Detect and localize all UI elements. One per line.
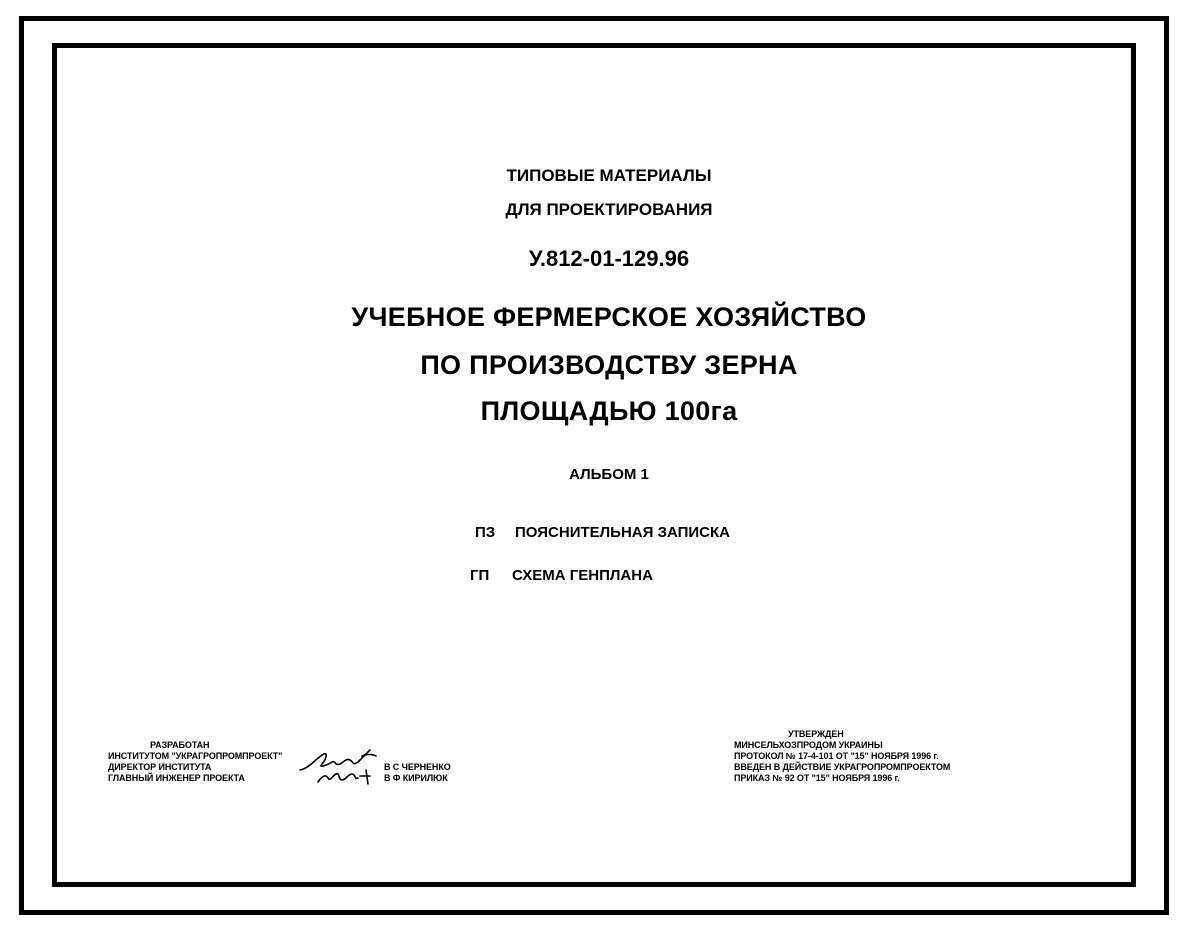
chief-engineer-name: В Ф КИРИЛЮК: [384, 773, 448, 783]
series-title-line-2: ДЛЯ ПРОЕКТИРОВАНИЯ: [505, 200, 713, 219]
project-title-line-3: ПЛОЩАДЬЮ 100га: [480, 396, 738, 426]
director-role: ДИРЕКТОР ИНСТИТУТА: [108, 762, 212, 772]
approved-line-3: ВВЕДЕН В ДЕЙСТВИЕ УКРАГРОПРОМПРОЕКТОМ: [734, 762, 951, 772]
developed-heading: РАЗРАБОТАН: [150, 740, 210, 750]
contents-item-title: ПОЯСНИТЕЛЬНАЯ ЗАПИСКА: [515, 524, 730, 541]
series-title-line-1: ТИПОВЫЕ МАТЕРИАЛЫ: [506, 166, 712, 185]
contents-item-code: ГП: [470, 567, 490, 584]
project-code: У.812-01-129.96: [528, 246, 690, 271]
project-title-line-2: ПО ПРОИЗВОДСТВУ ЗЕРНА: [420, 350, 798, 380]
album-label: АЛЬБОМ 1: [569, 466, 649, 483]
signatures: [296, 746, 382, 790]
chief-engineer-role: ГЛАВНЫЙ ИНЖЕНЕР ПРОЕКТА: [108, 773, 245, 783]
approved-line-4: ПРИКАЗ № 92 ОТ "15" НОЯБРЯ 1996 г.: [734, 773, 900, 783]
contents-item-title: СХЕМА ГЕНПЛАНА: [512, 567, 653, 584]
project-title-line-1: УЧЕБНОЕ ФЕРМЕРСКОЕ ХОЗЯЙСТВО: [351, 302, 867, 332]
director-name: В С ЧЕРНЕНКО: [384, 762, 451, 772]
approved-line-2: ПРОТОКОЛ № 17-4-101 ОТ "15" НОЯБРЯ 1996 г.: [734, 751, 939, 761]
developed-organization: ИНСТИТУТОМ "УКРАГРОПРОМПРОЕКТ": [108, 751, 283, 761]
approved-line-1: МИНСЕЛЬХОЗПРОДОМ УКРАИНЫ: [734, 740, 883, 750]
approved-heading: УТВЕРЖДЕН: [788, 729, 844, 739]
contents-item-code: ПЗ: [475, 524, 496, 541]
